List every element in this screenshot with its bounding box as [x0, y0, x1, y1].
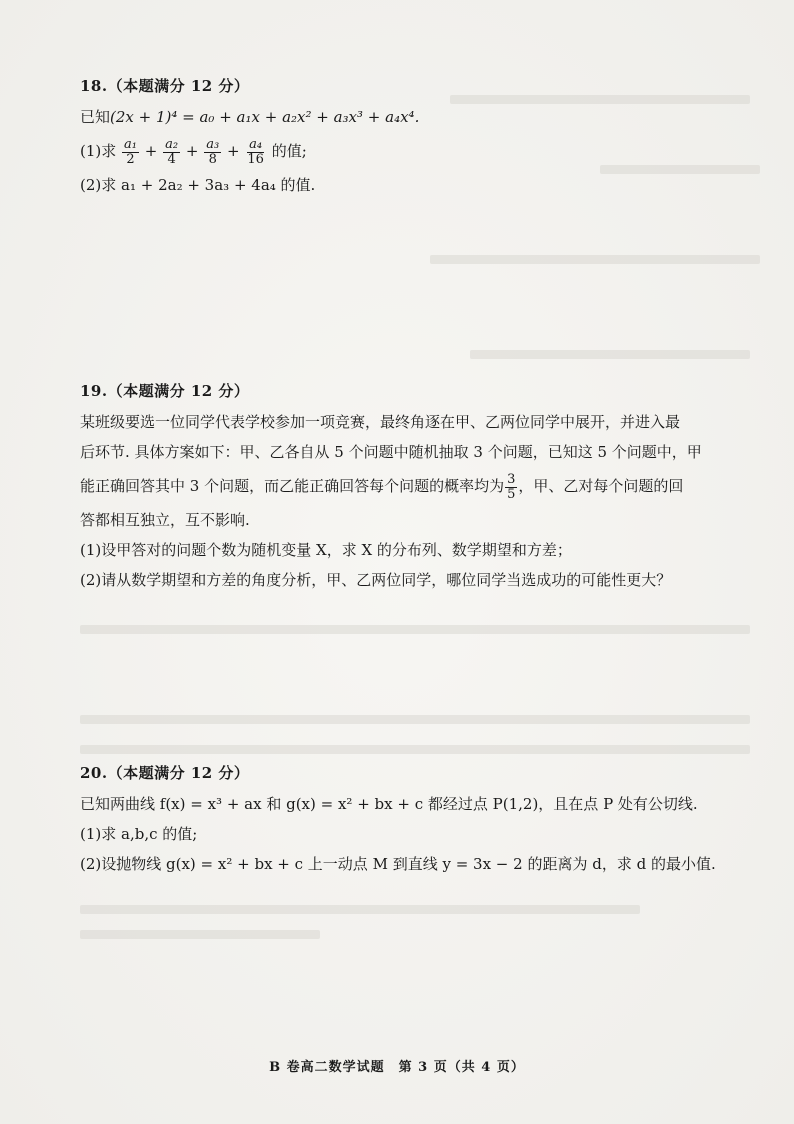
- fraction: $\frac{\text{a₄}}{16}$: [247, 136, 264, 167]
- part1-suffix: 的值;: [271, 142, 307, 160]
- bleed-through: [80, 745, 750, 754]
- problem-18-given: [80, 102, 760, 132]
- bleed-through: [430, 255, 760, 264]
- problem-19-line2: 后环节. 具体方案如下：甲、乙各自从 5 个问题中随机抽取 3 个问题，已知这 5 个问题中，甲: [80, 443, 702, 461]
- part1-prefix: (1)求: [80, 142, 117, 160]
- problem-19-line3: 能正确回答其中 3 个问题，而乙能正确回答每个问题的概率均为 $\frac{3}{5}$ ，甲、乙对每个问题的回: [80, 471, 684, 502]
- problem-19-heading: 19.（本题满分 12 分）: [80, 382, 250, 400]
- bleed-through: [80, 905, 640, 914]
- bleed-through: [470, 350, 750, 359]
- problem-19-part1: (1)设甲答对的问题个数为随机变量 X，求 X 的分布列、数学期望和方差；: [80, 541, 572, 559]
- problem-20: [80, 762, 760, 879]
- bleed-through: [80, 625, 750, 634]
- fraction: $\frac{\text{a₁}}{2}$: [124, 136, 137, 167]
- problem-19: [80, 380, 760, 595]
- fraction-three-fifths: $\frac{3}{5}$: [507, 471, 516, 502]
- fraction: $\frac{\text{a₃}}{8}$: [206, 136, 220, 167]
- fraction: $\frac{\text{a₂}}{4}$: [165, 136, 179, 167]
- problem-19-part2: (2)请从数学期望和方差的角度分析，甲、乙两位同学，哪位同学当选成功的可能性更大？: [80, 571, 672, 589]
- problem-19-line4: 答都相互独立，互不影响.: [80, 511, 250, 529]
- given-prefix: 已知: [80, 108, 111, 126]
- problem-20-line1: 已知两曲线 f(x) = x³ + ax 和 g(x) = x² + bx + c 都经过点 P(1,2)，且在点 P 处有公切线.: [80, 795, 698, 813]
- page-footer: B 卷高二数学试题 第 3 页（共 4 页）: [269, 1060, 525, 1075]
- problem-20-part1: (1)求 a,b,c 的值;: [80, 825, 198, 843]
- bleed-through: [80, 715, 750, 724]
- problem-20-heading: 20.（本题满分 12 分）: [80, 764, 250, 782]
- problem-18-part2: (2)求 a₁ + 2a₂ + 3a₃ + 4a₄ 的值.: [80, 176, 316, 194]
- problem-18-part1: (1)求 $\frac{\text{a₁}}{2}$ + $\frac{\text{a₂}}{4}$ + $\frac{\text{a₃}}{8}$ + $\frac{\text{a₄}}{16}$ 的值;: [80, 136, 307, 167]
- problem-20-part2: (2)设抛物线 g(x) = x² + bx + c 上一动点 M 到直线 y = 3x − 2 的距离为 d，求 d 的最小值.: [80, 855, 716, 873]
- bleed-through: [80, 930, 320, 939]
- problem-19-line1: 某班级要选一位同学代表学校参加一项竞赛，最终角逐在甲、乙两位同学中展开，并进入最: [80, 413, 681, 431]
- problem-18-heading: 18.（本题满分 12 分）: [80, 77, 250, 95]
- problem-18: [80, 75, 760, 200]
- binomial-expansion: (2x + 1)⁴ = a₀ + a₁x + a₂x² + a₃x³ + a₄x⁴.: [110, 108, 420, 126]
